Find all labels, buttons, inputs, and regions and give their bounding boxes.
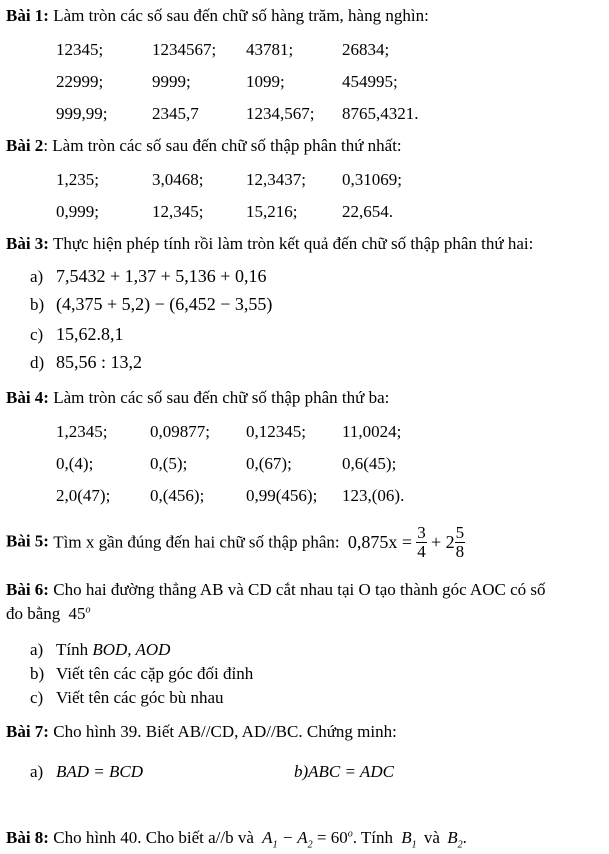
equation [262,828,353,851]
eq-value: = 60 [312,828,348,847]
number-cell: 22999; [56,72,104,91]
number-cell: 454995; [342,72,398,91]
item-math: b)ABC = ADC [294,762,394,781]
b1-letter: B [401,828,412,847]
number-cell: 123,(06). [342,486,405,505]
exercise-6-text-cont: đo bằng [6,604,61,623]
number-cell: 0,31069; [342,170,402,189]
number-cell: 0,99(456); [246,486,318,505]
fraction-numerator: 3 [417,523,426,542]
number-cell: 999,99; [56,104,108,123]
number-cell: 0,(67); [246,454,292,473]
number-cell: 1,235; [56,170,99,189]
item-label: d) [30,353,45,372]
exercise-3-item-a [30,266,266,287]
number-cell: 15,216; [246,202,298,221]
exercise-6-title: Bài 6: [6,580,49,599]
exercise-3-heading [6,234,533,254]
degree-symbol: o [85,604,91,616]
b1 [401,828,417,851]
exercise-5-text: Tìm x gần đúng đến hai chữ số thập phân: [53,532,340,552]
fraction-3-4 [416,524,427,561]
item-label: c) [30,688,44,707]
exercise-8 [6,828,467,850]
number-cell: 0,(4); [56,454,94,473]
end-dot: . [462,828,467,847]
number-cell: 3,0468; [152,170,204,189]
exercise-8-title: Bài 8: [6,828,49,847]
item-math: BOD, AOD [92,640,171,659]
exercise-6-text: Cho hai đường thẳng AB và CD cắt nhau tại O tạo thành góc AOC có số [53,580,546,599]
item-label: a) [30,267,44,286]
number-cell: 0,(456); [150,486,205,505]
exercise-2-heading [6,136,402,156]
item-label: a) [30,640,44,659]
exercise-6-heading-cont [6,604,91,624]
exercise-3-item-c [30,324,124,345]
number-cell: 2,0(47); [56,486,111,505]
exercise-3-title: Bài 3: [6,234,49,253]
number-cell: 1099; [246,72,285,91]
equation-lhs: 0,875x = [347,532,412,552]
item-label: a) [30,762,44,781]
sub: 2 [307,839,313,851]
item-label: b) [30,295,45,314]
exercise-1-title: Bài 1: [6,6,49,25]
number-cell: 11,0024; [342,422,402,441]
exercise-7-item-b [294,762,394,782]
number-cell: 0,999; [56,202,99,221]
item-expression: 85,56 : 13,2 [56,352,143,372]
number-cell: 22,654. [342,202,393,221]
exercise-6-item-b [30,664,253,684]
angle-value: 45 [68,604,86,623]
exercise-4-text: Làm tròn các số sau đến chữ số thập phân thứ ba: [53,388,390,407]
exercise-1-text: Làm tròn các số sau đến chữ số hàng trăm, hàng nghìn: [53,6,429,25]
number-cell: 9999; [152,72,191,91]
exercise-6-item-a [30,640,170,660]
exercise-5 [6,524,465,561]
item-text: Tính [56,640,93,659]
exercise-3-item-b [30,294,272,315]
item-expression: 7,5432 + 1,37 + 5,136 + 0,16 [56,266,267,286]
eq-minus-a2: − A [277,828,308,847]
degree-symbol: o [347,828,353,840]
exercise-3-text: Thực hiện phép tính rồi làm tròn kết quả đến chữ số thập phân thứ hai: [52,234,534,253]
item-expression: 15,62.8,1 [56,324,124,344]
number-cell: 26834; [342,40,390,59]
exercise-8-text: Cho hình 40. Cho biết a//b và [53,828,254,847]
exercise-5-title: Bài 5: [6,531,49,551]
number-cell: 1234,567; [246,104,315,123]
exercise-6-heading [6,580,545,600]
and-word: và [423,828,440,847]
equation-plus-whole: + 2 [431,532,455,552]
exercise-4-heading [6,388,389,408]
item-text: Viết tên các cặp góc đối đỉnh [56,664,254,683]
exercise-6-item-c [30,688,224,708]
exercise-2-text: : Làm tròn các số sau đến chữ số thập phân thứ nhất: [43,136,402,155]
exercise-4-title: Bài 4: [6,388,49,407]
sub: 2 [457,839,463,851]
exercise-1-heading [6,6,429,26]
item-text: Viết tên các góc bù nhau [56,688,224,707]
sub: 1 [411,839,417,851]
exercise-2-title: Bài 2 [6,136,44,155]
item-math: BAD = BCD [56,762,144,781]
b2 [447,828,463,851]
b2-letter: B [447,828,458,847]
fraction-denominator: 8 [455,542,465,561]
number-cell: 43781; [246,40,294,59]
item-expression: (4,375 + 5,2) − (6,452 − 3,55) [56,294,273,314]
exercise-3-item-d [30,352,142,373]
item-label: b) [30,664,45,683]
number-cell: 12,3437; [246,170,306,189]
exercise-7-title: Bài 7: [6,722,49,741]
exercise-7-heading [6,722,397,742]
fraction-numerator: 5 [455,523,465,542]
number-cell: 0,(5); [150,454,188,473]
number-cell: 1234567; [152,40,217,59]
fraction-denominator: 4 [417,542,426,561]
number-cell: 0,09877; [150,422,210,441]
exercise-7-text: Cho hình 39. Biết AB//CD, AD//BC. Chứng minh: [53,722,397,741]
number-cell: 0,6(45); [342,454,397,473]
number-cell: 12,345; [152,202,204,221]
number-cell: 12345; [56,40,104,59]
number-cell: 1,2345; [56,422,108,441]
number-cell: 2345,7 [152,104,199,123]
exercise-7-item-a [30,762,143,782]
number-cell: 0,12345; [246,422,306,441]
sub: 1 [272,839,278,851]
item-label: c) [30,325,44,344]
eq-a1: A [262,828,273,847]
exercise-8-tail: . Tính [352,828,394,847]
number-cell: 8765,4321. [342,104,419,123]
fraction-5-8 [455,524,466,561]
